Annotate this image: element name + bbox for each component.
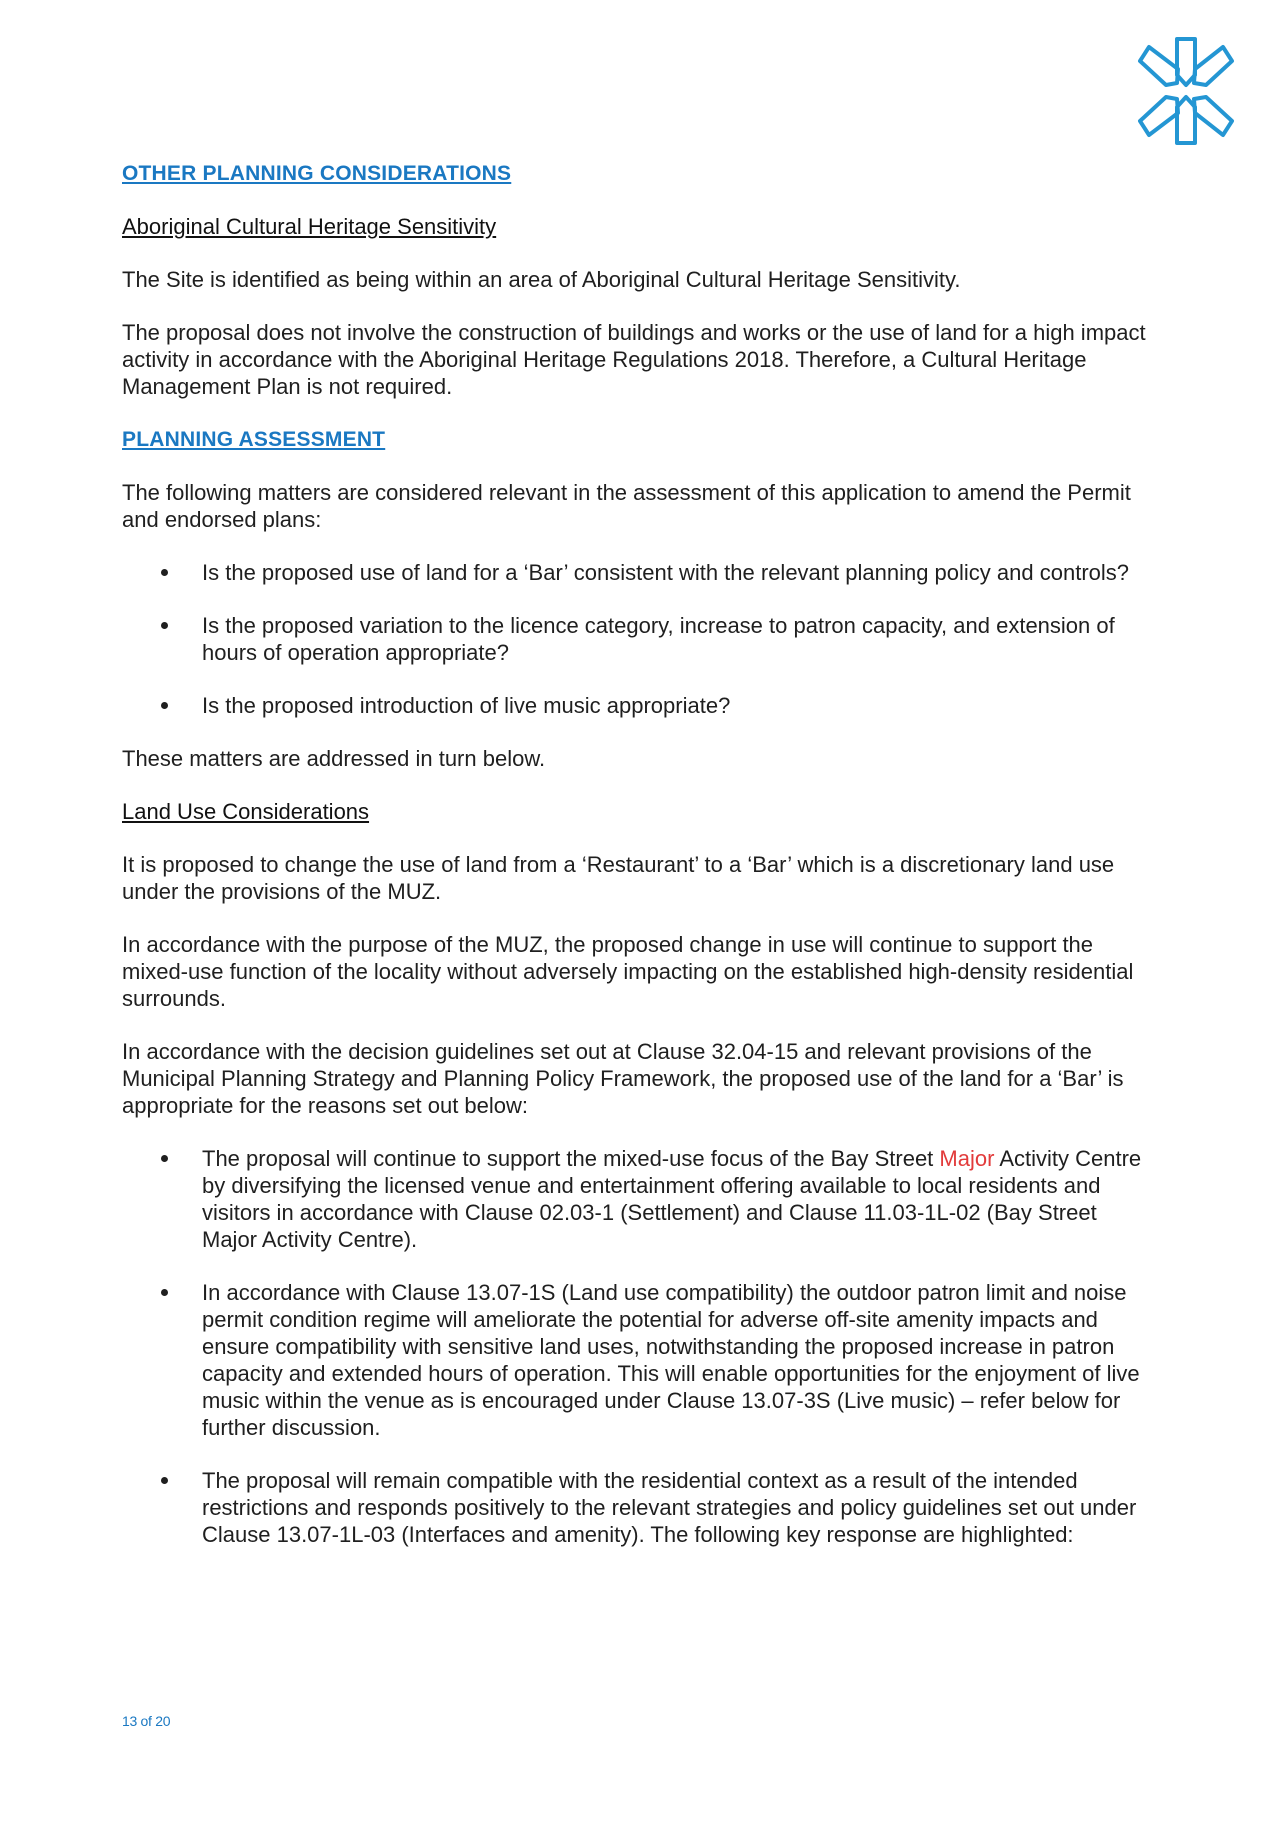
paragraph-decision-guidelines: In accordance with the decision guidelines set out at Clause 32.04-15 and relevant provisions of the Municipal Planning Strategy and Planning Policy Framework, the proposed use of the land for a ‘Bar’ is appropriate for the reasons set out below: xyxy=(122,1039,1124,1118)
paragraph-heritage-plan: The proposal does not involve the construction of buildings and works or the use of land for a high impact activity in accordance with the Aboriginal Heritage Regulations 2018. Therefore, a Cultural Heritage Management Plan is not required. xyxy=(122,320,1146,399)
list-item xyxy=(122,1467,1147,1548)
bullet-icon xyxy=(161,622,168,629)
list-item-text xyxy=(202,1146,1141,1252)
asterisk-star-logo-icon xyxy=(1130,35,1242,147)
sub-heading-land-use: Land Use Considerations xyxy=(122,799,370,824)
list-item xyxy=(122,692,1147,719)
page-number: 13 of 20 xyxy=(122,1713,171,1729)
highlighted-word: Major xyxy=(939,1146,995,1171)
land-use-reasons-list xyxy=(122,1145,1147,1548)
list-item xyxy=(122,1145,1147,1253)
document-body xyxy=(122,160,1147,1574)
list-item-text: In accordance with Clause 13.07-1S (Land use compatibility) the outdoor patron limit and noise permit condition regime will ameliorate the potential for adverse off-site amenity impacts and ensure compatibility with sensitive land uses, notwithstanding the proposed increase in patron capacity and extended hours of operation. This will enable opportunities for the enjoyment of live music within the venue as is encouraged under Clause 13.07-3S (Live music) – refer below for further discussion. xyxy=(202,1280,1140,1440)
bullet-icon xyxy=(161,569,168,576)
paragraph-assessment-outro: These matters are addressed in turn below. xyxy=(122,746,546,771)
bullet-icon xyxy=(161,1477,168,1484)
list-item xyxy=(122,1279,1147,1441)
list-item-text: Is the proposed introduction of live music appropriate? xyxy=(202,693,731,718)
bullet-icon xyxy=(161,702,168,709)
assessment-questions-list xyxy=(122,559,1147,719)
list-item-text-part: Activity Centre by diversifying the licensed venue and entertainment offering available to local residents and visitors in accordance with Clause 02.03-1 (Settlement) and Clause 11.03-1L-02 (Bay Street Major Activity Centre). xyxy=(202,1146,1142,1252)
section-heading-other-planning: OTHER PLANNING CONSIDERATIONS xyxy=(122,162,512,185)
list-item xyxy=(122,559,1147,586)
list-item xyxy=(122,612,1147,666)
list-item-text-part: The proposal will continue to support the mixed-use focus of the Bay Street xyxy=(202,1146,940,1171)
bullet-icon xyxy=(161,1289,168,1296)
paragraph-land-use-change: It is proposed to change the use of land from a ‘Restaurant’ to a ‘Bar’ which is a discretionary land use under the provisions of the MUZ. xyxy=(122,852,1115,904)
bullet-icon xyxy=(161,1155,168,1162)
paragraph-assessment-intro: The following matters are considered relevant in the assessment of this application to amend the Permit and endorsed plans: xyxy=(122,480,1131,532)
paragraph-muz-purpose: In accordance with the purpose of the MUZ, the proposed change in use will continue to support the mixed-use function of the locality without adversely impacting on the established high-density residential surrounds. xyxy=(122,932,1134,1011)
list-item-text: The proposal will remain compatible with the residential context as a result of the intended restrictions and responds positively to the relevant strategies and policy guidelines set out under Clause 13.07-1L-03 (Interfaces and amenity). The following key response are highlighted: xyxy=(202,1468,1137,1547)
paragraph-heritage-sensitivity: The Site is identified as being within an area of Aboriginal Cultural Heritage Sensitivity. xyxy=(122,267,961,292)
list-item-text: Is the proposed use of land for a ‘Bar’ consistent with the relevant planning policy and controls? xyxy=(202,560,1129,585)
list-item-text: Is the proposed variation to the licence category, increase to patron capacity, and extension of hours of operation appropriate? xyxy=(202,613,1115,665)
section-heading-planning-assessment: PLANNING ASSESSMENT xyxy=(122,428,386,451)
sub-heading-aboriginal-heritage: Aboriginal Cultural Heritage Sensitivity xyxy=(122,214,497,239)
